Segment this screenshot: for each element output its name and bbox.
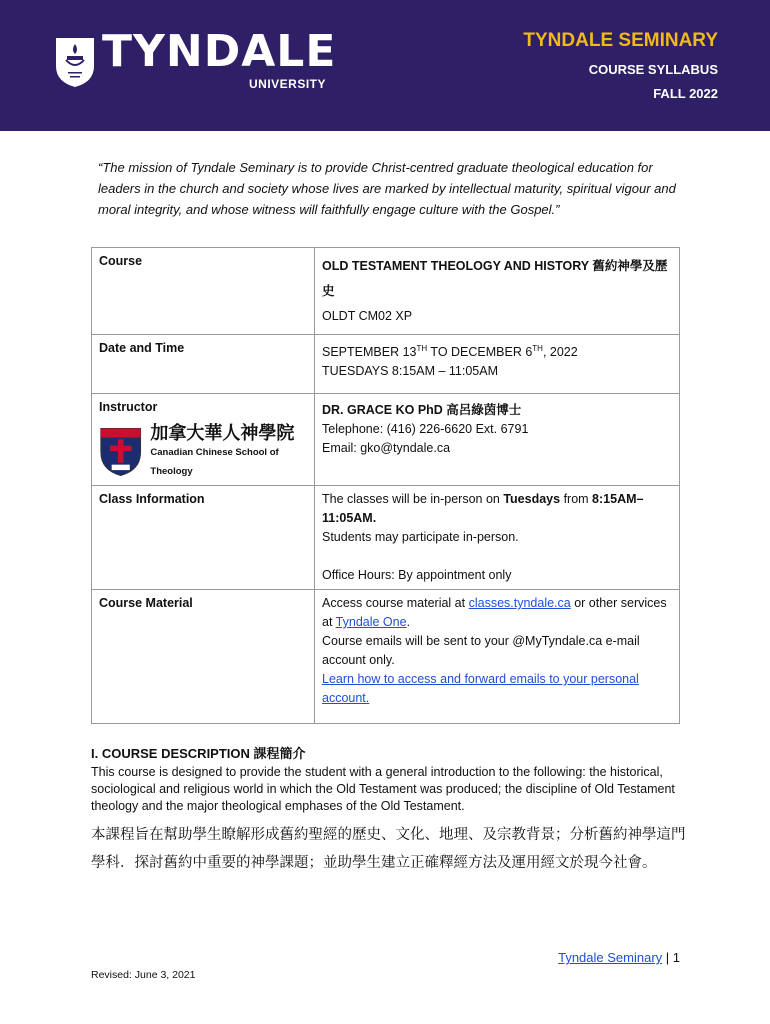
term-label: FALL 2022 (653, 86, 718, 101)
ccst-logo (99, 423, 307, 481)
section-body: This course is designed to provide the student with a general introduction to the following: the historical, sociological and religious world in which the Old Testament was produced; the discipline of Old Testament theology and the major theological emphases of the Old Testament. (91, 765, 675, 813)
seminary-title: TYNDALE SEMINARY (523, 30, 718, 51)
material-access: Access course material at classes.tyndale.ca or other services at Tyndale One. (322, 596, 667, 629)
date-cell (315, 335, 680, 394)
ccst-english-name: Canadian Chinese School of Theology (150, 447, 279, 477)
course-code: OLDT CM02 XP (322, 309, 413, 323)
instructor-email: Email: gko@tyndale.ca (322, 441, 451, 455)
material-cell (315, 590, 680, 724)
instructor-label: Instructor (99, 400, 158, 414)
course-cell (315, 248, 680, 335)
logo-subtitle: UNIVERSITY (249, 77, 327, 91)
ccst-chinese-name: 加拿大華人神學院 (150, 423, 295, 443)
instructor-details (315, 394, 680, 486)
section-body-chinese: 本課程旨在幫助學生瞭解形成舊約聖經的歷史、文化、地理、及宗教背景；分析舊約神學這門學科．探討舊約中重要的神學課題；並助學生建立正確釋經方法及運用經文於現今社會。 (91, 827, 686, 871)
classes-link[interactable]: classes.tyndale.ca (468, 596, 571, 610)
revised-date: Revised: June 3, 2021 (91, 969, 196, 981)
class-time: TUESDAYS 8:15AM – 11:05AM (322, 364, 499, 379)
class-attendance: Students may participate in-person. (322, 530, 519, 544)
instructor-name: DR. GRACE KO PhD 高呂綠茵博士 (322, 403, 522, 417)
class-info-cell (315, 486, 680, 590)
tyndale-shield-icon (54, 36, 96, 88)
email-forward-link[interactable]: Learn how to access and forward emails to your personal account. (322, 672, 639, 705)
page-footer (558, 950, 680, 965)
tyndale-one-link[interactable]: Tyndale One (335, 615, 407, 629)
ccst-text (150, 423, 307, 481)
office-hours: Office Hours: By appointment only (322, 568, 512, 582)
date-label: Date and Time (92, 335, 315, 394)
instructor-cell (92, 394, 315, 486)
course-info-table (91, 247, 680, 724)
logo-wordmark: TYNDALE (102, 26, 337, 77)
syllabus-label: COURSE SYLLABUS (588, 62, 718, 77)
material-email-note: Course emails will be sent to your @MyTyndale.ca e-mail account only. (322, 634, 640, 667)
footer-seminary-link[interactable]: Tyndale Seminary (558, 950, 663, 965)
header-banner (0, 0, 770, 131)
page-number: | 1 (662, 950, 680, 965)
instructor-phone: Telephone: (416) 226-6620 Ext. 6791 (322, 422, 529, 436)
mission-statement: “The mission of Tyndale Seminary is to provide Christ-centred graduate theological education for leaders in the church and society whose lives are marked by intellectual maturity, spiritual vigour and moral integrity, and whose witness will faithfully engage culture with the Gospel.” (98, 160, 676, 217)
ccst-shield-icon (99, 424, 142, 480)
course-title: OLD TESTAMENT THEOLOGY AND HISTORY 舊約神學及歷史 (322, 259, 668, 298)
material-label: Course Material (92, 590, 315, 724)
date-range: SEPTEMBER 13TH TO DECEMBER 6TH, 2022 (322, 344, 578, 360)
class-info-label: Class Information (92, 486, 315, 590)
class-schedule: The classes will be in-person on Tuesdays from 8:15AM–11:05AM. (322, 492, 644, 525)
course-label: Course (92, 248, 315, 335)
section-heading: I. COURSE DESCRIPTION 課程簡介 (91, 746, 306, 761)
